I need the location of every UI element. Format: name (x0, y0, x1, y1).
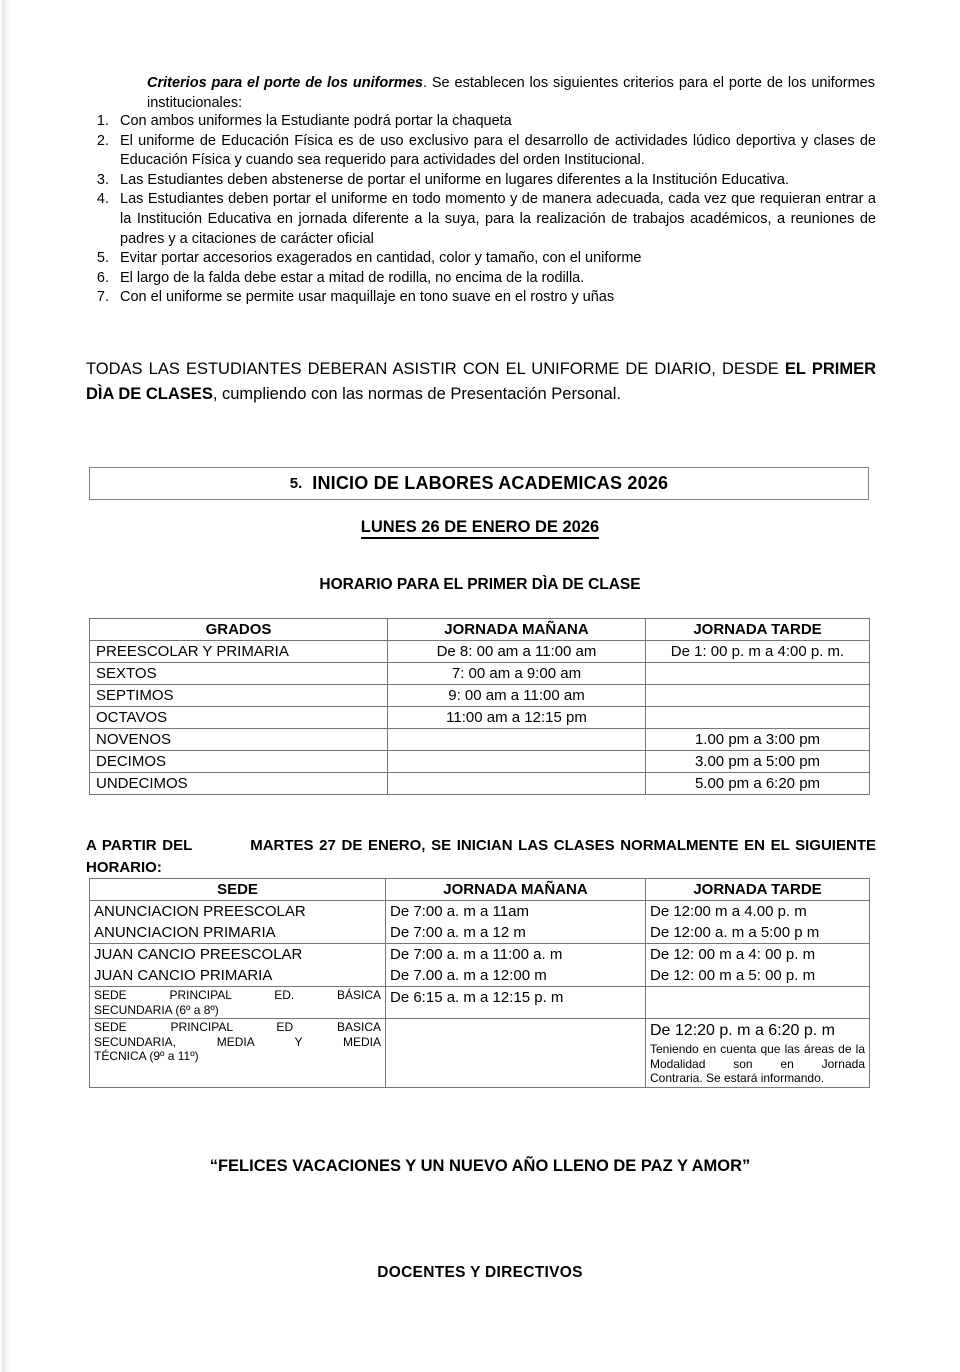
table-row (90, 944, 870, 966)
criteria-list (86, 112, 876, 308)
cell-tarde: 1.00 pm a 3:00 pm (646, 729, 870, 751)
cell-sede-line-2: SECUNDARIA, MEDIA Y MEDIA (94, 1034, 381, 1049)
regular-schedule-intro-part-one: A PARTIR DEL (86, 837, 193, 854)
cell-sede (90, 987, 386, 1019)
cell-manana: De 7.00 a. m a 12:00 m (386, 965, 646, 987)
intro-rest-text: . Se establecen los siguientes criterios para el porte de los uniformes institucionales: (147, 74, 875, 111)
cell-manana (388, 773, 646, 795)
cell-manana: De 7:00 a. m a 12 m (386, 922, 646, 944)
statement-emphasis: EL PRIMER DÌA DE CLASES (86, 359, 876, 403)
list-item-number: 2. (96, 132, 109, 149)
intro-lead-phrase: Criterios para el porte de los uniformes (147, 74, 423, 91)
list-item (86, 249, 876, 269)
table-row (90, 641, 870, 663)
table-row (90, 922, 870, 944)
list-item-text: Evitar portar accesorios exagerados en cantidad, color y tamaño, con el uniforme (120, 250, 642, 267)
table-row (90, 707, 870, 729)
section-heading-box (89, 467, 869, 500)
cell-sede: ANUNCIACION PREESCOLAR (90, 901, 386, 923)
cell-tarde-note-line-a: Teniendo en cuenta que las áreas de la Modalidad son en Jornada (650, 1042, 865, 1071)
start-date-heading (0, 518, 960, 537)
cell-sede-line-1: SEDE PRINCIPAL ED. BÁSICA (94, 988, 381, 1002)
cell-tarde-note-line-b: Contraria. Se estará informando. (650, 1071, 825, 1085)
table-row (90, 987, 870, 1019)
list-item-number: 1. (96, 113, 109, 129)
table-row (90, 663, 870, 685)
table-row (90, 751, 870, 773)
section-number: 5. (289, 475, 303, 492)
column-header-grados: GRADOS (90, 619, 388, 641)
cell-sede: ANUNCIACION PRIMARIA (90, 922, 386, 944)
statement-part-one: TODAS LAS ESTUDIANTES DEBERAN ASISTIR CON EL UNIFORME DE DIARIO, DESDE (86, 359, 785, 378)
regular-schedule-intro (86, 835, 876, 879)
list-item-number: 7. (96, 289, 109, 306)
cell-tarde (646, 987, 870, 1019)
cell-manana: De 8: 00 am a 11:00 am (388, 641, 646, 663)
list-item (86, 288, 876, 308)
cell-manana (388, 729, 646, 751)
list-item-number: 3. (96, 171, 109, 188)
table-row (90, 1019, 870, 1088)
table-header-row (90, 879, 870, 901)
cell-manana (386, 1019, 646, 1088)
cell-sede-line-3: TÉCNICA (9º a 11º) (94, 1049, 199, 1063)
table-row (90, 729, 870, 751)
cell-tarde (646, 663, 870, 685)
uniform-statement (86, 357, 876, 407)
column-header-jornada-manana: JORNADA MAÑANA (386, 879, 646, 901)
list-item-text: Con ambos uniformes la Estudiante podrá portar la chaqueta (120, 113, 512, 129)
cell-tarde: 5.00 pm a 6:20 pm (646, 773, 870, 795)
list-item (86, 190, 876, 249)
table-header-row (90, 619, 870, 641)
first-day-schedule-heading: HORARIO PARA EL PRIMER DÌA DE CLASE (319, 576, 641, 593)
cell-grado: SEXTOS (90, 663, 388, 685)
cell-manana: De 7:00 a. m a 11am (386, 901, 646, 923)
cell-tarde: 3.00 pm a 5:00 pm (646, 751, 870, 773)
cell-sede-line-1: SEDE PRINCIPAL ED BASICA (94, 1020, 381, 1034)
list-item (86, 132, 876, 171)
cell-sede: JUAN CANCIO PRIMARIA (90, 965, 386, 987)
list-item-text: Las Estudiantes deben abstenerse de portar el uniforme en lugares diferentes a la Institución Educativa. (120, 171, 790, 188)
list-item (86, 171, 876, 191)
column-header-jornada-tarde: JORNADA TARDE (646, 879, 870, 901)
cell-grado: NOVENOS (90, 729, 388, 751)
list-item-text: El largo de la falda debe estar a mitad de rodilla, no encima de la rodilla. (120, 269, 585, 286)
section-title: INICIO DE LABORES ACADEMICAS 2026 (312, 473, 669, 493)
cell-tarde (646, 707, 870, 729)
cell-tarde (646, 1019, 870, 1088)
cell-sede: JUAN CANCIO PREESCOLAR (90, 944, 386, 966)
cell-tarde: De 12:00 a. m a 5:00 p m (646, 922, 870, 944)
cell-tarde: De 1: 00 p. m a 4:00 p. m. (646, 641, 870, 663)
cell-grado: OCTAVOS (90, 707, 388, 729)
intro-paragraph (147, 73, 875, 113)
table-row (90, 965, 870, 987)
cell-grado: UNDECIMOS (90, 773, 388, 795)
statement-part-two: , cumpliendo con las normas de Presentación Personal. (212, 384, 621, 403)
cell-grado: DECIMOS (90, 751, 388, 773)
table-row (90, 685, 870, 707)
start-date-text: LUNES 26 DE ENERO DE 2026 (361, 518, 599, 539)
column-header-sede: SEDE (90, 879, 386, 901)
list-item-number: 4. (96, 191, 109, 208)
cell-tarde (646, 685, 870, 707)
cell-manana: De 7:00 a. m a 11:00 a. m (386, 944, 646, 966)
cell-tarde: De 12: 00 m a 4: 00 p. m (646, 944, 870, 966)
cell-manana (388, 751, 646, 773)
cell-manana: 7: 00 am a 9:00 am (388, 663, 646, 685)
list-item (86, 269, 876, 289)
cell-tarde: De 12: 00 m a 5: 00 p. m (646, 965, 870, 987)
cell-grado: SEPTIMOS (90, 685, 388, 707)
list-item-text: Las Estudiantes deben portar el uniforme en todo momento y de manera adecuada, cada vez que requieran entrar a la Institución Educativa en jornada diferente a la suya, para la realización de trabajos académicos, a reuniones de padres y a citaciones de carácter oficial (120, 191, 876, 247)
signoff-text: DOCENTES Y DIRECTIVOS (377, 1264, 583, 1281)
cell-grado: PREESCOLAR Y PRIMARIA (90, 641, 388, 663)
list-item-text: Con el uniforme se permite usar maquillaje en tono suave en el rostro y uñas (120, 289, 615, 306)
list-item-number: 5. (96, 250, 109, 267)
first-day-schedule-table (89, 618, 870, 795)
cell-sede (90, 1019, 386, 1088)
cell-tarde-main-time: De 12:20 p. m a 6:20 p. m (650, 1022, 835, 1039)
cell-manana: 11:00 am a 12:15 pm (388, 707, 646, 729)
cell-sede-line-2: SECUNDARIA (6º a 8º) (94, 1002, 219, 1017)
cell-manana: De 6:15 a. m a 12:15 p. m (386, 987, 646, 1019)
column-header-jornada-manana: JORNADA MAÑANA (388, 619, 646, 641)
cell-tarde: De 12:00 m a 4.00 p. m (646, 901, 870, 923)
sedes-schedule-table (89, 878, 870, 1088)
list-item (86, 112, 876, 132)
cell-manana: 9: 00 am a 11:00 am (388, 685, 646, 707)
list-item-text: El uniforme de Educación Física es de uso exclusivo para el desarrollo de actividades lúdico deportiva y clases de Educación Física y cuando sea requerido para actividades del orden Institucional. (120, 132, 876, 169)
column-header-jornada-tarde: JORNADA TARDE (646, 619, 870, 641)
list-item-number: 6. (96, 269, 109, 286)
regular-schedule-intro-part-two: MARTES 27 DE ENERO, SE INICIAN LAS CLASES NORMALMENTE EN EL SIGUIENTE HORARIO: (86, 837, 876, 876)
farewell-message: “FELICES VACACIONES Y UN NUEVO AÑO LLENO DE PAZ Y AMOR” (209, 1157, 751, 1175)
table-row (90, 773, 870, 795)
table-row (90, 901, 870, 923)
